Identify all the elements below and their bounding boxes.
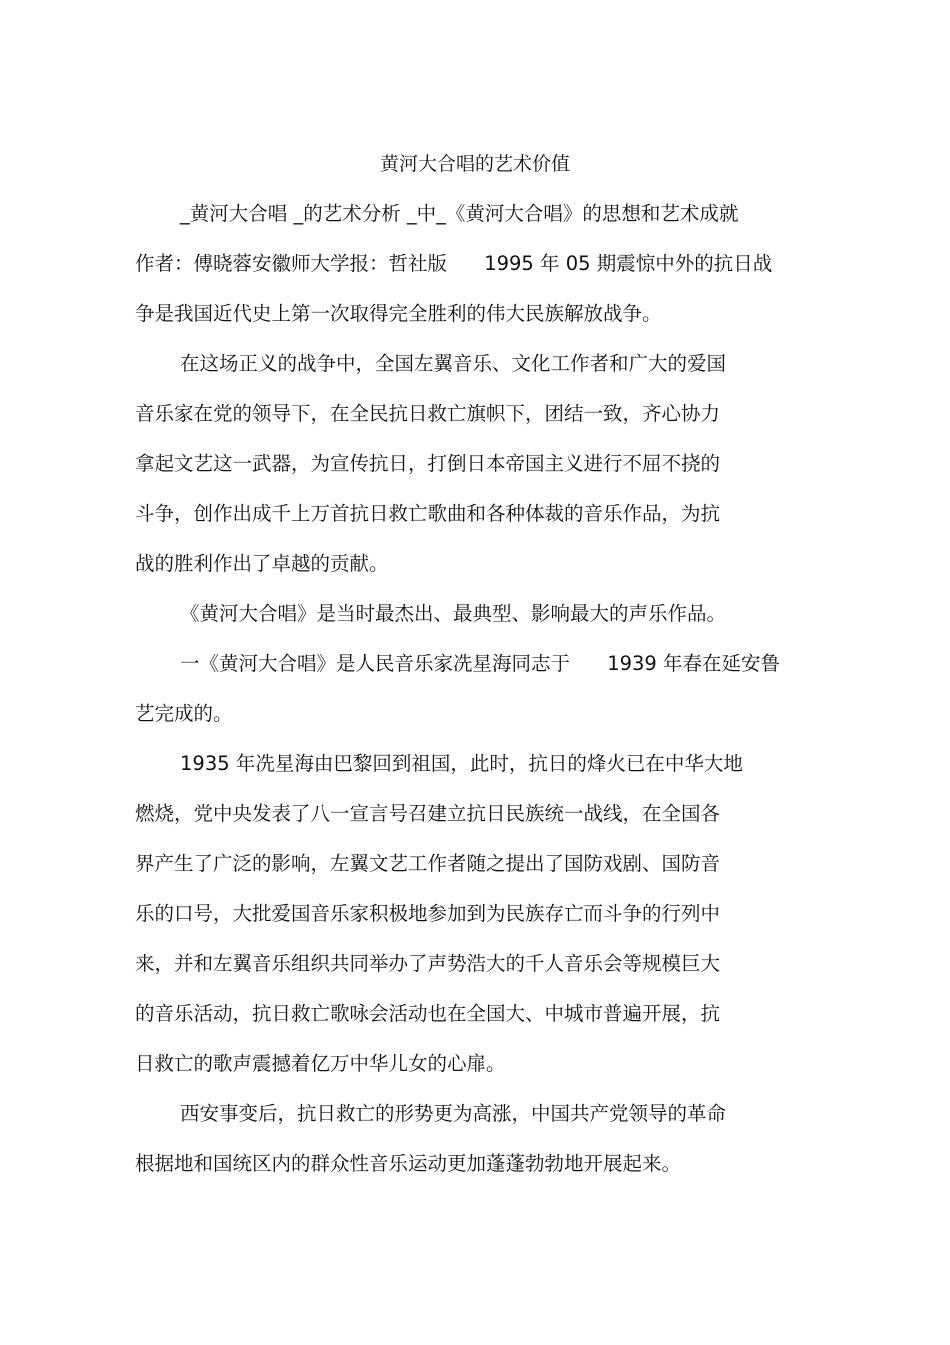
text-line: 的音乐活动，抗日救亡歌咏会活动也在全国大、中城市普遍开展，抗 xyxy=(135,1002,721,1025)
text-line: 战的胜利作出了卓越的贡献。 xyxy=(135,552,389,575)
text-line: 燃烧，党中央发表了八一宣言号召建立抗日民族统一战线，在全国各 xyxy=(135,802,721,825)
document-title: 黄河大合唱的艺术价值 xyxy=(379,153,570,175)
paragraph-start: 1935 年冼星海由巴黎回到祖国，此时，抗日的烽火已在中华大地 xyxy=(180,752,743,775)
subtitle-line: _黄河大合唱 _的艺术分析 _中_《黄河大合唱》的思想和艺术成就 xyxy=(180,202,739,225)
paragraph-start: 在这场正义的战争中，全国左翼音乐、文化工作者和广大的爱国 xyxy=(180,352,727,375)
text-line: 斗争，创作出成千上万首抗日救亡歌曲和各种体裁的音乐作品，为抗 xyxy=(135,502,721,525)
paragraph-start: 《黄河大合唱》是当时最杰出、最典型、影响最大的声乐作品。 xyxy=(180,602,727,625)
text-line: 音乐家在党的领导下，在全民抗日救亡旗帜下，团结一致，齐心协力 xyxy=(135,402,721,425)
author-line: 作者：傅晓蓉安徽师大学报：哲社版 1995 年 05 期震惊中外的抗日战 xyxy=(135,252,773,275)
text-line: 争是我国近代史上第一次取得完全胜利的伟大民族解放战争。 xyxy=(135,302,662,325)
text-line: 根据地和国统区内的群众性音乐运动更加蓬蓬勃勃地开展起来。 xyxy=(135,1152,682,1175)
paragraph-start: 一《黄河大合唱》是人民音乐家冼星海同志于 1939 年春在延安鲁 xyxy=(180,652,781,675)
text-line: 乐的口号，大批爱国音乐家积极地参加到为民族存亡而斗争的行列中 xyxy=(135,902,721,925)
paragraph-start: 西安事变后，抗日救亡的形势更为高涨，中国共产党领导的革命 xyxy=(180,1102,727,1125)
text-line: 来，并和左翼音乐组织共同举办了声势浩大的千人音乐会等规模巨大 xyxy=(135,952,721,975)
text-line: 拿起文艺这一武器，为宣传抗日，打倒日本帝国主义进行不屈不挠的 xyxy=(135,452,721,475)
text-line: 界产生了广泛的影响，左翼文艺工作者随之提出了国防戏剧、国防音 xyxy=(135,852,721,875)
text-line: 艺完成的。 xyxy=(135,702,233,725)
text-line: 日救亡的歌声震撼着亿万中华儿女的心扉。 xyxy=(135,1052,506,1075)
